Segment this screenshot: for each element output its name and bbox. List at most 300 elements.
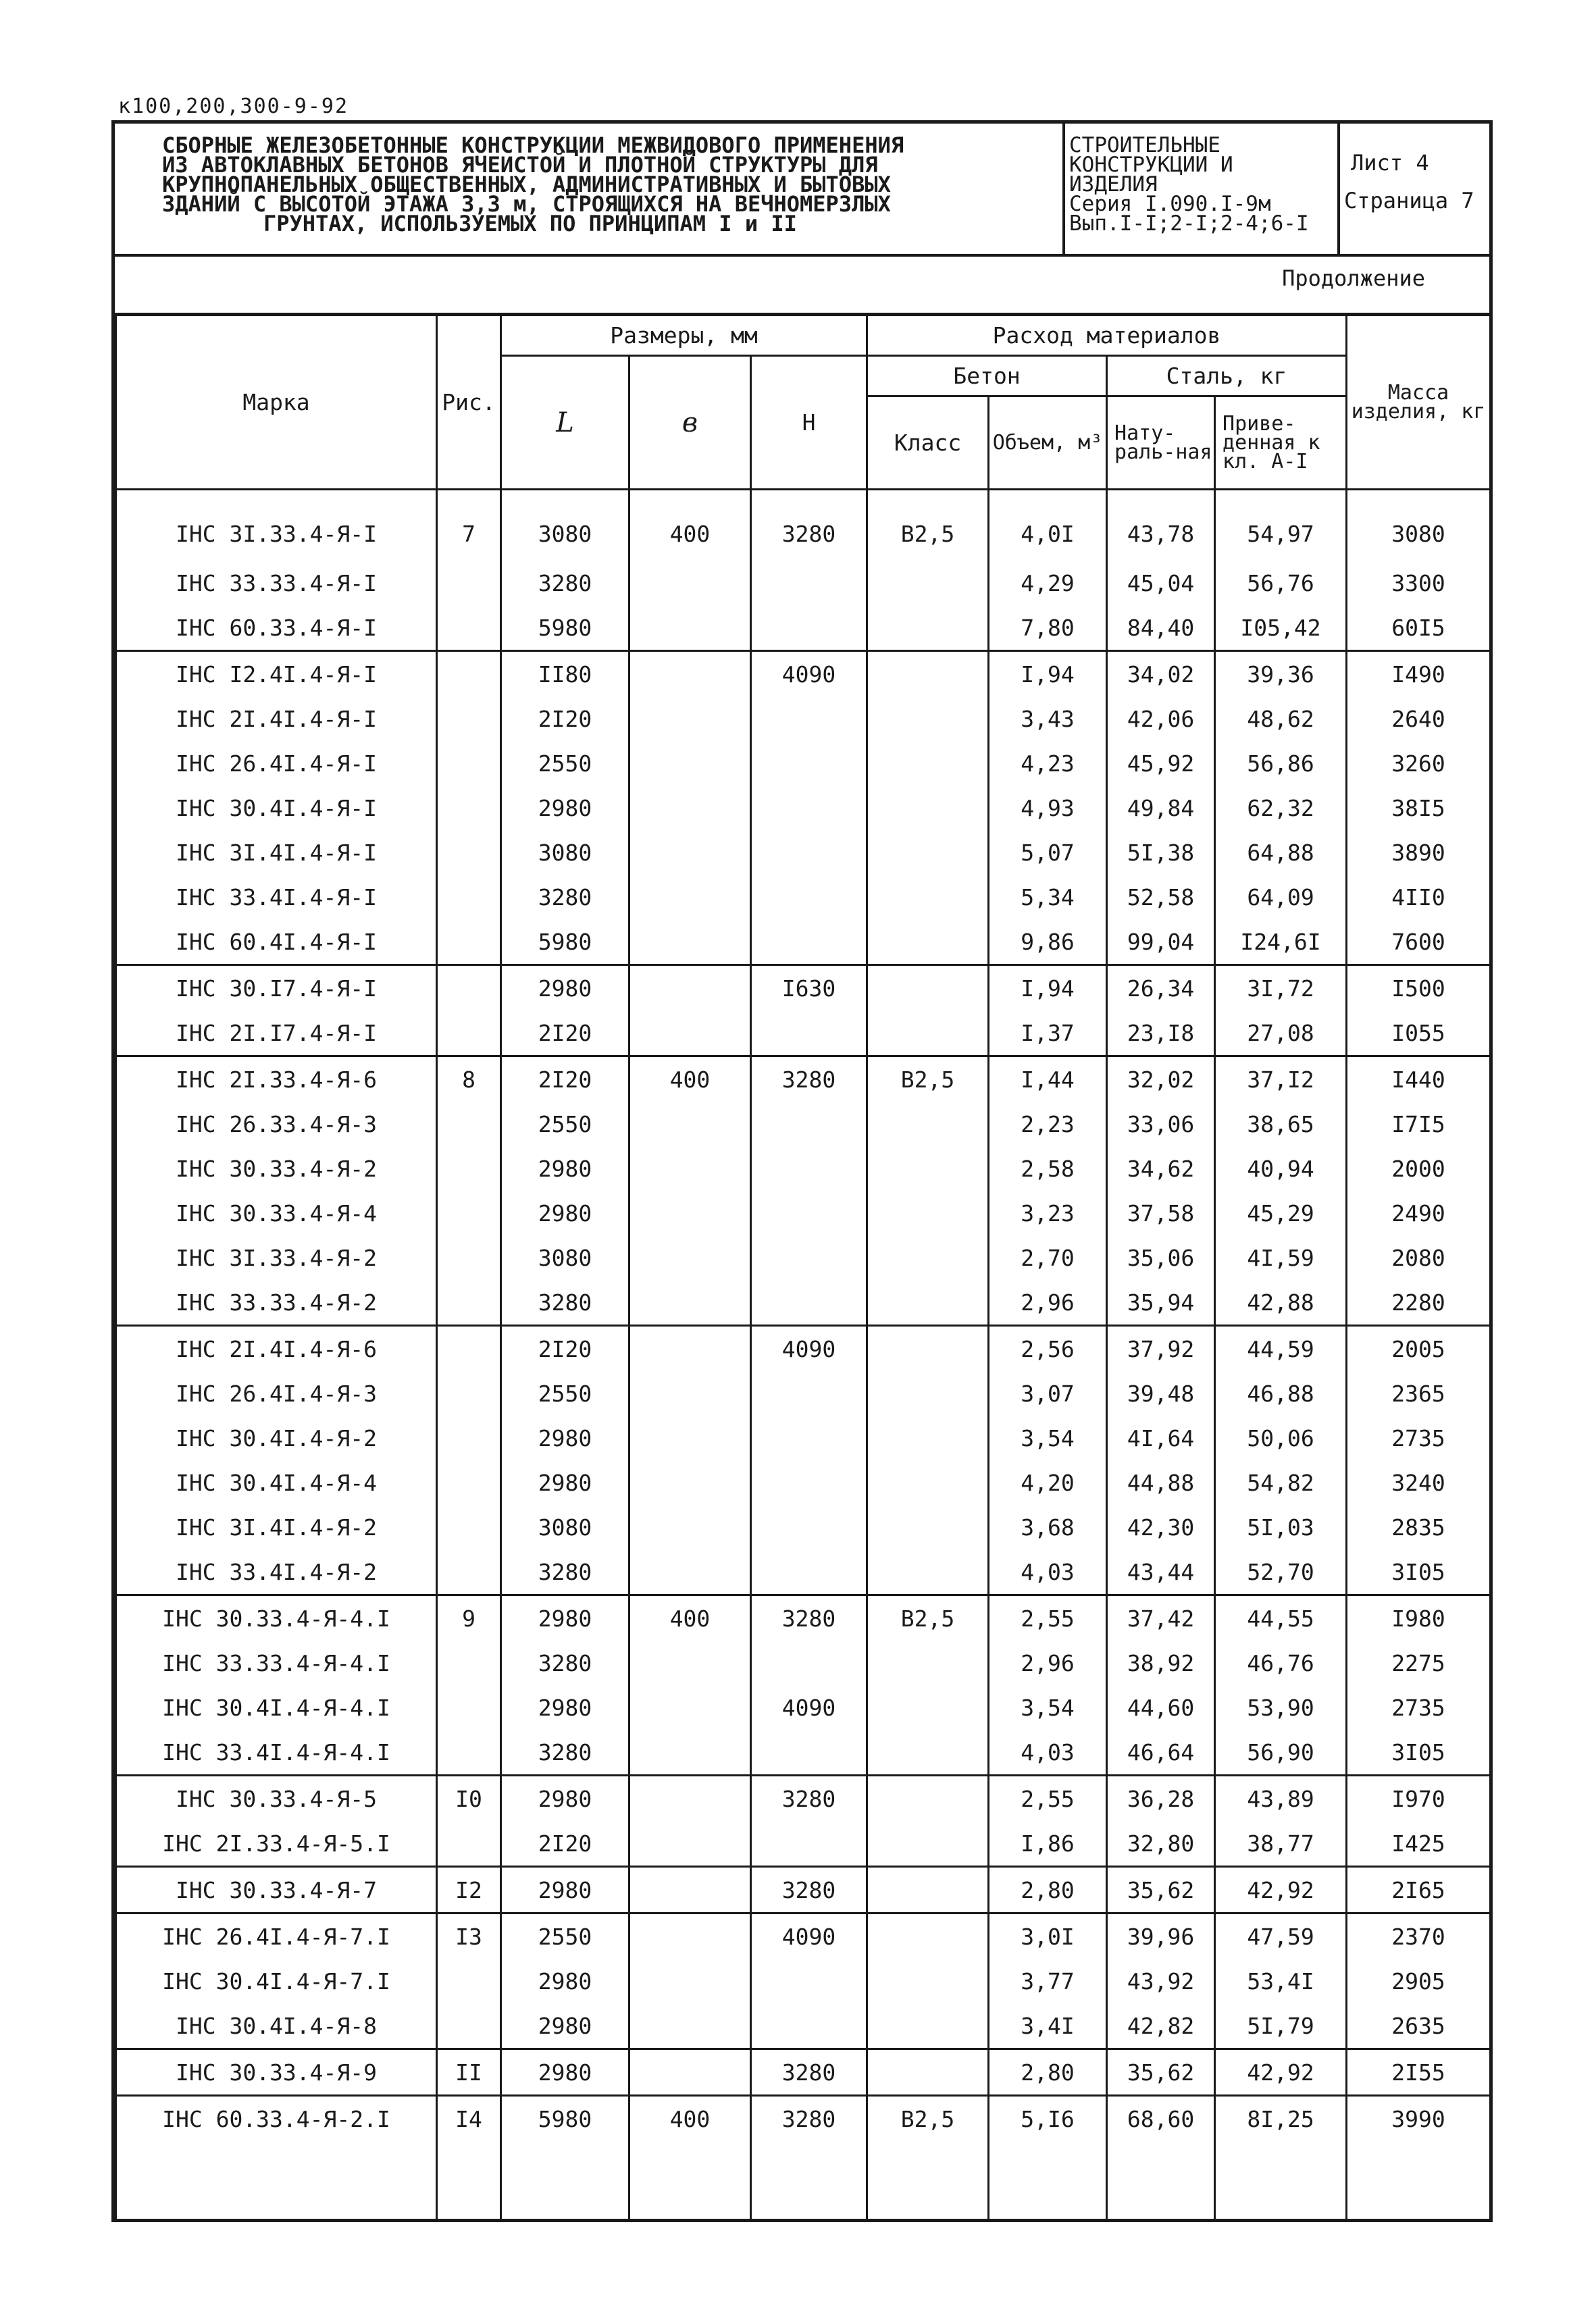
- cell-mass: I500: [1347, 965, 1491, 1011]
- title-line: ЗДАНИЙ С ВЫСОТОЙ ЭТАЖА 3,3 м, СТРОЯЩИХСЯ НА ВЕЧНОМЕРЗЛЫХ: [162, 191, 891, 217]
- cell-b: [629, 1913, 751, 1959]
- cell-red: 56,90: [1215, 1730, 1347, 1776]
- table-row: [116, 1326, 1491, 1372]
- cell-L: 3280: [501, 1730, 629, 1776]
- cell-fig: [437, 1685, 501, 1730]
- cell-b: [629, 1549, 751, 1595]
- cell-cls: [867, 1505, 989, 1549]
- table-row: [116, 1821, 1491, 1867]
- cell-red: 27,08: [1215, 1010, 1347, 1056]
- cell-red: 3I,72: [1215, 965, 1347, 1011]
- series-line: КОНСТРУКЦИИ И: [1069, 153, 1233, 177]
- cell-cls: [867, 1641, 989, 1685]
- cell-nat: 45,92: [1107, 741, 1215, 786]
- cell-b: [629, 1685, 751, 1730]
- header-concrete: Бетон: [867, 356, 1107, 396]
- cell-L: 2980: [501, 1959, 629, 2003]
- cell-b: [629, 1460, 751, 1505]
- cell-fig: [437, 741, 501, 786]
- cell-red: 47,59: [1215, 1913, 1347, 1959]
- cell-vol: 3,23: [989, 1191, 1107, 1235]
- cell-cls: В2,5: [867, 2096, 989, 2142]
- cell-nat: 36,28: [1107, 1776, 1215, 1822]
- cell-mass: 2735: [1347, 1416, 1491, 1460]
- cell-nat: 33,06: [1107, 1102, 1215, 1146]
- cell-mark: IНС 30.33.4-Я-4.I: [116, 1595, 437, 1641]
- series-line: ИЗДЕЛИЯ: [1069, 172, 1158, 197]
- cell-cls: [867, 1730, 989, 1776]
- table-row: [116, 1641, 1491, 1685]
- document-frame: [111, 120, 1493, 2222]
- cell-red: 52,70: [1215, 1549, 1347, 1595]
- cell-H: [751, 875, 867, 919]
- table-row: [116, 1460, 1491, 1505]
- table-row: [116, 696, 1491, 741]
- cell-H: [751, 696, 867, 741]
- header-fig: Рис.: [437, 315, 501, 490]
- cell-mark: IНС 30.33.4-Я-7: [116, 1867, 437, 1913]
- series-line: Серия I.090.I-9м: [1069, 192, 1271, 216]
- cell-mass: 2I55: [1347, 2049, 1491, 2096]
- cell-H: 3280: [751, 1595, 867, 1641]
- cell-mass: 2490: [1347, 1191, 1491, 1235]
- cell-H: 4090: [751, 1913, 867, 1959]
- table-row: [116, 1685, 1491, 1730]
- cell-L: 5980: [501, 919, 629, 965]
- cell-H: I630: [751, 965, 867, 1011]
- cell-mark: IНС 30.33.4-Я-4: [116, 1191, 437, 1235]
- cell-fig: [437, 1549, 501, 1595]
- cell-nat: 34,02: [1107, 651, 1215, 697]
- cell-nat: 39,96: [1107, 1913, 1215, 1959]
- cell-L: 3280: [501, 1549, 629, 1595]
- header-L: L: [501, 356, 629, 490]
- table-row: [116, 1146, 1491, 1191]
- cell-red: 64,09: [1215, 875, 1347, 919]
- cell-L: 3280: [501, 561, 629, 605]
- cell-H: [751, 605, 867, 651]
- header-sizes: Размеры, мм: [501, 315, 867, 356]
- cell-red: 4I,59: [1215, 1235, 1347, 1280]
- cell-vol: 5,07: [989, 830, 1107, 875]
- cell-vol: 3,77: [989, 1959, 1107, 2003]
- cell-H: [751, 1280, 867, 1326]
- cell-b: [629, 786, 751, 830]
- cell-L: 2980: [501, 786, 629, 830]
- cell-vol: 2,70: [989, 1235, 1107, 1280]
- cell-L: 2980: [501, 1867, 629, 1913]
- cell-b: [629, 1371, 751, 1416]
- cell-nat: 46,64: [1107, 1730, 1215, 1776]
- cell-L: 2980: [501, 1595, 629, 1641]
- table-row: [116, 1776, 1491, 1822]
- table-body: [116, 490, 1491, 2223]
- cell-red: 39,36: [1215, 651, 1347, 697]
- cell-H: [751, 1959, 867, 2003]
- cell-nat: 37,42: [1107, 1595, 1215, 1641]
- cell-nat: 43,92: [1107, 1959, 1215, 2003]
- cell-mass: 4II0: [1347, 875, 1491, 919]
- empty-cell: [867, 2141, 989, 2222]
- cell-nat: 44,60: [1107, 1685, 1215, 1730]
- empty-cell: [629, 2141, 751, 2222]
- cell-fig: [437, 1371, 501, 1416]
- empty-cell: [501, 2141, 629, 2222]
- cell-fig: 7: [437, 490, 501, 561]
- cell-fig: [437, 1821, 501, 1867]
- cell-b: [629, 1191, 751, 1235]
- cell-b: [629, 1505, 751, 1549]
- cell-H: [751, 1416, 867, 1460]
- cell-b: [629, 1146, 751, 1191]
- cell-fig: [437, 1280, 501, 1326]
- cell-red: 45,29: [1215, 1191, 1347, 1235]
- cell-cls: [867, 786, 989, 830]
- cell-fig: [437, 696, 501, 741]
- title-block: [115, 124, 1489, 257]
- cell-cls: [867, 830, 989, 875]
- cell-nat: 43,78: [1107, 490, 1215, 561]
- table-row: [116, 1867, 1491, 1913]
- cell-vol: I,37: [989, 1010, 1107, 1056]
- table-row: [116, 605, 1491, 651]
- cell-nat: 99,04: [1107, 919, 1215, 965]
- cell-L: 3080: [501, 1505, 629, 1549]
- table-row: [116, 1730, 1491, 1776]
- cell-fig: [437, 1730, 501, 1776]
- title-line: ИЗ АВТОКЛАВНЫХ БЕТОНОВ ЯЧЕИСТОЙ И ПЛОТНОЙ СТРУКТУРЫ ДЛЯ: [162, 152, 878, 178]
- cell-vol: 2,96: [989, 1641, 1107, 1685]
- cell-fig: [437, 1416, 501, 1460]
- cell-mass: I980: [1347, 1595, 1491, 1641]
- cell-H: 3280: [751, 1867, 867, 1913]
- cell-cls: [867, 605, 989, 651]
- cell-H: [751, 1010, 867, 1056]
- cell-mass: 3300: [1347, 561, 1491, 605]
- cell-H: 3280: [751, 1776, 867, 1822]
- cell-fig: 9: [437, 1595, 501, 1641]
- cell-L: 2980: [501, 1191, 629, 1235]
- cell-H: [751, 2003, 867, 2049]
- cell-b: [629, 1867, 751, 1913]
- title-line: ГРУНТАХ, ИСПОЛЬЗУЕМЫХ ПО ПРИНЦИПАМ I и II: [263, 211, 797, 236]
- cell-red: 56,86: [1215, 741, 1347, 786]
- cell-H: [751, 830, 867, 875]
- cell-mark: IНС 3I.33.4-Я-I: [116, 490, 437, 561]
- title-line: КРУПНОПАНЕЛЬНЫХ ОБЩЕСТВЕННЫХ, АДМИНИСТРАТИВНЫХ И БЫТОВЫХ: [162, 172, 891, 197]
- cell-b: [629, 1959, 751, 2003]
- cell-fig: [437, 1959, 501, 2003]
- title-line: СБОРНЫЕ ЖЕЛЕЗОБЕТОННЫЕ КОНСТРУКЦИИ МЕЖВИДОВОГО ПРИМЕНЕНИЯ: [162, 132, 904, 158]
- cell-mark: IНС 2I.33.4-Я-5.I: [116, 1821, 437, 1867]
- cell-mark: IНС 33.4I.4-Я-4.I: [116, 1730, 437, 1776]
- cell-vol: 3,4I: [989, 2003, 1107, 2049]
- cell-b: [629, 1010, 751, 1056]
- cell-red: 38,77: [1215, 1821, 1347, 1867]
- cell-mark: IНС 3I.4I.4-Я-I: [116, 830, 437, 875]
- cell-b: [629, 1416, 751, 1460]
- cell-H: [751, 919, 867, 965]
- cell-red: 54,82: [1215, 1460, 1347, 1505]
- cell-mass: I7I5: [1347, 1102, 1491, 1146]
- divider: [1337, 124, 1340, 254]
- cell-H: 3280: [751, 1056, 867, 1102]
- cell-red: 46,76: [1215, 1641, 1347, 1685]
- cell-mark: IНС 30.4I.4-Я-I: [116, 786, 437, 830]
- header-mark: Марка: [116, 315, 437, 490]
- continuation-label: Продолжение: [1282, 265, 1425, 291]
- table-row: [116, 786, 1491, 830]
- cell-cls: [867, 2003, 989, 2049]
- cell-H: [751, 1641, 867, 1685]
- table-row: [116, 1010, 1491, 1056]
- cell-red: 5I,03: [1215, 1505, 1347, 1549]
- cell-nat: 42,82: [1107, 2003, 1215, 2049]
- cell-mark: IНС 30.4I.4-Я-4: [116, 1460, 437, 1505]
- cell-L: 5980: [501, 605, 629, 651]
- cell-b: [629, 1641, 751, 1685]
- cell-red: 42,92: [1215, 2049, 1347, 2096]
- cell-mass: 3890: [1347, 830, 1491, 875]
- cell-vol: I,86: [989, 1821, 1107, 1867]
- cell-nat: 5I,38: [1107, 830, 1215, 875]
- cell-mass: I055: [1347, 1010, 1491, 1056]
- cell-red: 43,89: [1215, 1776, 1347, 1822]
- cell-mass: 3I05: [1347, 1549, 1491, 1595]
- cell-fig: [437, 1505, 501, 1549]
- cell-fig: [437, 605, 501, 651]
- cell-H: [751, 1821, 867, 1867]
- cell-H: 3280: [751, 2049, 867, 2096]
- cell-mass: I490: [1347, 651, 1491, 697]
- cell-vol: 2,80: [989, 1867, 1107, 1913]
- cell-b: [629, 605, 751, 651]
- cell-vol: 3,07: [989, 1371, 1107, 1416]
- table-row: [116, 2049, 1491, 2096]
- cell-b: [629, 1730, 751, 1776]
- cell-b: [629, 561, 751, 605]
- cell-cls: [867, 965, 989, 1011]
- cell-cls: [867, 919, 989, 965]
- cell-mass: 60I5: [1347, 605, 1491, 651]
- table-row: [116, 1235, 1491, 1280]
- cell-nat: 32,80: [1107, 1821, 1215, 1867]
- cell-red: 53,4I: [1215, 1959, 1347, 2003]
- cell-b: [629, 1776, 751, 1822]
- cell-mark: IНС 30.4I.4-Я-2: [116, 1416, 437, 1460]
- table-row: [116, 1959, 1491, 2003]
- cell-cls: [867, 1867, 989, 1913]
- cell-vol: 4,29: [989, 561, 1107, 605]
- empty-cell: [1107, 2141, 1215, 2222]
- empty-cell: [437, 2141, 501, 2222]
- cell-red: 44,55: [1215, 1595, 1347, 1641]
- cell-fig: I4: [437, 2096, 501, 2142]
- cell-H: [751, 1102, 867, 1146]
- cell-L: 2I20: [501, 1821, 629, 1867]
- cell-red: 48,62: [1215, 696, 1347, 741]
- cell-nat: 32,02: [1107, 1056, 1215, 1102]
- cell-vol: I,94: [989, 965, 1107, 1011]
- cell-cls: [867, 875, 989, 919]
- cell-H: 3280: [751, 490, 867, 561]
- cell-mark: IНС 26.4I.4-Я-I: [116, 741, 437, 786]
- empty-cell: [1215, 2141, 1347, 2222]
- cell-mass: 3080: [1347, 490, 1491, 561]
- cell-mark: IНС 26.4I.4-Я-3: [116, 1371, 437, 1416]
- cell-cls: [867, 561, 989, 605]
- cell-vol: 4,93: [989, 786, 1107, 830]
- cell-L: 2550: [501, 1102, 629, 1146]
- document-title: [162, 132, 1135, 236]
- table-row: [116, 1371, 1491, 1416]
- cell-L: 2I20: [501, 1010, 629, 1056]
- cell-cls: [867, 1280, 989, 1326]
- table-row: [116, 1191, 1491, 1235]
- cell-L: 2550: [501, 1371, 629, 1416]
- cell-b: [629, 741, 751, 786]
- cell-b: 400: [629, 2096, 751, 2142]
- cell-vol: 4,0I: [989, 490, 1107, 561]
- cell-L: 3280: [501, 1641, 629, 1685]
- cell-fig: [437, 830, 501, 875]
- cell-cls: [867, 696, 989, 741]
- cell-mark: IНС 33.33.4-Я-4.I: [116, 1641, 437, 1685]
- cell-mass: 2280: [1347, 1280, 1491, 1326]
- empty-cell: [751, 2141, 867, 2222]
- cell-cls: [867, 1416, 989, 1460]
- cell-fig: [437, 1102, 501, 1146]
- table-row: [116, 875, 1491, 919]
- cell-vol: 5,34: [989, 875, 1107, 919]
- cell-red: 37,I2: [1215, 1056, 1347, 1102]
- cell-L: 2980: [501, 1685, 629, 1730]
- cell-b: [629, 1235, 751, 1280]
- cell-red: 40,94: [1215, 1146, 1347, 1191]
- cell-nat: 37,58: [1107, 1191, 1215, 1235]
- cell-fig: [437, 1460, 501, 1505]
- header-natural: Нату-раль-ная: [1107, 396, 1215, 490]
- table-row: [116, 1595, 1491, 1641]
- cell-fig: [437, 786, 501, 830]
- cell-H: [751, 1235, 867, 1280]
- header-steel: Сталь, кг: [1107, 356, 1347, 396]
- cell-cls: [867, 1326, 989, 1372]
- cell-mark: IНС 26.33.4-Я-3: [116, 1102, 437, 1146]
- cell-vol: I,94: [989, 651, 1107, 697]
- cell-vol: 7,80: [989, 605, 1107, 651]
- cell-nat: 38,92: [1107, 1641, 1215, 1685]
- empty-cell: [1347, 2141, 1491, 2222]
- divider: [1062, 124, 1065, 254]
- table-row: [116, 965, 1491, 1011]
- cell-fig: [437, 1191, 501, 1235]
- cell-fig: [437, 965, 501, 1011]
- cell-H: [751, 1146, 867, 1191]
- cell-b: 400: [629, 1056, 751, 1102]
- cell-b: [629, 1326, 751, 1372]
- cell-cls: В2,5: [867, 1056, 989, 1102]
- cell-red: 5I,79: [1215, 2003, 1347, 2049]
- cell-mass: 38I5: [1347, 786, 1491, 830]
- cell-vol: 2,23: [989, 1102, 1107, 1146]
- table-row: [116, 1549, 1491, 1595]
- cell-nat: 34,62: [1107, 1146, 1215, 1191]
- cell-mark: IНС 2I.4I.4-Я-I: [116, 696, 437, 741]
- cell-H: [751, 1371, 867, 1416]
- cell-mass: 3260: [1347, 741, 1491, 786]
- table-row: [116, 1280, 1491, 1326]
- header-class: Класс: [867, 396, 989, 490]
- cell-L: 3080: [501, 1235, 629, 1280]
- cell-vol: 2,55: [989, 1776, 1107, 1822]
- cell-H: [751, 741, 867, 786]
- cell-nat: 49,84: [1107, 786, 1215, 830]
- cell-mass: I440: [1347, 1056, 1491, 1102]
- cell-fig: [437, 1146, 501, 1191]
- cell-L: 3280: [501, 875, 629, 919]
- sheet-number: Лист 4: [1351, 150, 1429, 176]
- cell-mass: 3990: [1347, 2096, 1491, 2142]
- cell-mark: IНС 3I.33.4-Я-2: [116, 1235, 437, 1280]
- cell-fig: II: [437, 2049, 501, 2096]
- cell-cls: [867, 1191, 989, 1235]
- cell-nat: 26,34: [1107, 965, 1215, 1011]
- cell-fig: [437, 1235, 501, 1280]
- cell-L: 2980: [501, 1146, 629, 1191]
- cell-nat: 35,62: [1107, 2049, 1215, 2096]
- cell-vol: 9,86: [989, 919, 1107, 965]
- cell-L: 2980: [501, 1416, 629, 1460]
- table-row: [116, 830, 1491, 875]
- table-row: [116, 1913, 1491, 1959]
- cell-b: [629, 919, 751, 965]
- empty-cell: [116, 2141, 437, 2222]
- cell-fig: [437, 561, 501, 605]
- cell-nat: 37,92: [1107, 1326, 1215, 1372]
- cell-mass: 2080: [1347, 1235, 1491, 1280]
- cell-mark: IНС 30.33.4-Я-9: [116, 2049, 437, 2096]
- cell-vol: 2,55: [989, 1595, 1107, 1641]
- cell-fig: I2: [437, 1867, 501, 1913]
- cell-red: 46,88: [1215, 1371, 1347, 1416]
- cell-L: 2980: [501, 965, 629, 1011]
- cell-cls: [867, 1549, 989, 1595]
- header-b: в: [629, 356, 751, 490]
- cell-mass: 2905: [1347, 1959, 1491, 2003]
- cell-mass: 3I05: [1347, 1730, 1491, 1776]
- cell-cls: [867, 2049, 989, 2096]
- cell-red: 53,90: [1215, 1685, 1347, 1730]
- cell-mass: 2000: [1347, 1146, 1491, 1191]
- cell-nat: 23,I8: [1107, 1010, 1215, 1056]
- cell-mass: I970: [1347, 1776, 1491, 1822]
- cell-vol: 4,23: [989, 741, 1107, 786]
- cell-L: 3080: [501, 490, 629, 561]
- header-volume: Объем, м³: [989, 396, 1107, 490]
- table-row: [116, 1056, 1491, 1102]
- cell-nat: 52,58: [1107, 875, 1215, 919]
- cell-H: 4090: [751, 1685, 867, 1730]
- cell-nat: 44,88: [1107, 1460, 1215, 1505]
- cell-b: [629, 696, 751, 741]
- cell-vol: 3,0I: [989, 1913, 1107, 1959]
- cell-H: [751, 1505, 867, 1549]
- table-row: [116, 651, 1491, 697]
- cell-vol: 2,96: [989, 1280, 1107, 1326]
- cell-nat: 42,06: [1107, 696, 1215, 741]
- cell-mark: IНС 33.4I.4-Я-I: [116, 875, 437, 919]
